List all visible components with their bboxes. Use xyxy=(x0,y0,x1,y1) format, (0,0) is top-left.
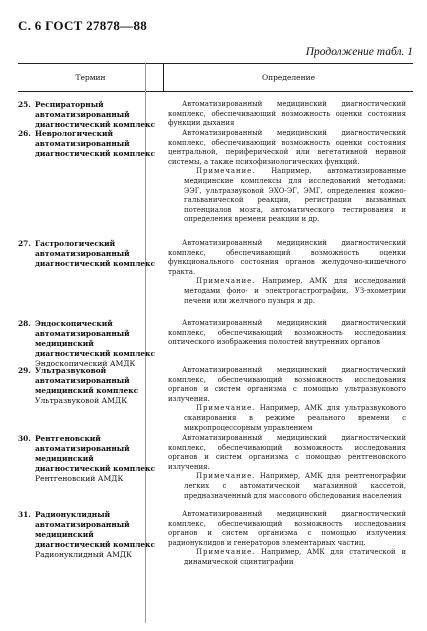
table-header-row xyxy=(18,64,413,92)
term-abbreviation: Эндоскопический АМДК xyxy=(35,359,136,368)
note-text: Например, АМК для статической и динамической сцинтиграфии xyxy=(184,548,406,566)
definition-cell xyxy=(168,319,406,348)
definition-text: Автоматизированный медицинский диагностический комплекс, обеспечивающий возможность оценки состояния функции дыхания xyxy=(168,100,406,128)
note-label: Примечание. xyxy=(196,404,256,413)
definition-text: Автоматизированный медицинский диагностический комплекс, обеспечивающий возможность оценки функционального состояния органов желудочно-кишечного тракта. xyxy=(168,239,406,276)
column-header-term: Термин xyxy=(18,64,164,91)
term-name-text: Ультразвуковой автоматизированный медицинский комплекс xyxy=(35,366,139,395)
note-text: Например, АМК для ультразвукового сканирования в режиме реального времени с микропроцессорным управлением xyxy=(184,404,406,432)
note-label: Примечание. xyxy=(196,472,256,481)
term-name xyxy=(35,366,168,406)
note-text: Например, АМК для исследований методами фоно- и электрогастрографии, УЗ-эхометрии печени или желчного пузыря и др. xyxy=(184,277,406,305)
term-number: 26. xyxy=(18,129,31,138)
term-number: 27. xyxy=(18,239,31,248)
column-header-definition: Определение xyxy=(261,73,316,82)
definition-note xyxy=(168,548,406,567)
term-name: Неврологический автоматизированный диагностический комплекс xyxy=(35,129,155,158)
term-name xyxy=(35,319,168,369)
definition-note xyxy=(168,404,406,433)
definition-cell xyxy=(168,366,406,433)
definition-note xyxy=(168,277,406,306)
definition-cell xyxy=(168,434,406,501)
definition-cell xyxy=(168,100,406,129)
definition-cell xyxy=(168,510,406,568)
definition-text: Автоматизированный медицинский диагностический комплекс, обеспечивающий возможность исследования органов и систем организма с помощью излучения радионуклидов и генераторов элементарных частиц. xyxy=(168,510,406,547)
definition-note xyxy=(168,167,406,225)
note-label: Примечание. xyxy=(196,167,256,176)
term-name: Гастрологический автоматизированный диагностический комплекс xyxy=(35,239,155,268)
page-reference: С. 6 ГОСТ 27878—88 xyxy=(18,18,148,33)
definition-text: Автоматизированный медицинский диагностический комплекс, обеспечивающий возможность исследования органов и систем организма с помощью ультразвукового излучения. xyxy=(168,366,406,403)
term-name-text: Рентгеновский автоматизированный медицинский диагностический комплекс xyxy=(35,434,155,473)
term-number: 31. xyxy=(18,510,31,519)
definition-text: Автоматизированный медицинский диагностический комплекс, обеспечивающий возможность оценки состояния центральной, периферической или вегетативной нервной системы, а также психофизиологических функций. xyxy=(168,129,406,166)
term-number: 30. xyxy=(18,434,31,443)
note-text: Например, АМК для рентгенографии легких с автоматической магазинной кассетой, предназначенный для массового обследования населения xyxy=(184,472,406,500)
term-name-text: Эндоскопический автоматизированный медицинский диагностический комплекс xyxy=(35,319,155,358)
term-number: 28. xyxy=(18,319,31,328)
terms-table xyxy=(18,63,413,92)
term-name xyxy=(35,434,168,484)
term-number: 29. xyxy=(18,366,31,375)
note-label: Примечание. xyxy=(196,277,256,286)
note-text: Например, автоматизированные медицинские комплексы для исследований методами: ЭЭГ, ультразвуковой ЭХО-ЭГ, ЭМГ, определения кожно-гальванической реакции, регистрации вызванных потенциалов мозга, автоматического тестирования и определения времени реакции и др. xyxy=(184,167,406,224)
definition-cell xyxy=(168,239,406,306)
term-name: Респираторный автоматизированный диагностический комплекс xyxy=(35,100,155,129)
term-number: 25. xyxy=(18,100,31,109)
page-header xyxy=(18,18,413,58)
table-continuation-label: Продолжение табл. 1 xyxy=(305,46,413,58)
definition-text: Автоматизированный медицинский диагностический комплекс, обеспечивающий возможность исследования органов и систем организма с помощью рентгеновского излучения. xyxy=(168,434,406,471)
term-abbreviation: Рентгеновский АМДК xyxy=(35,474,124,483)
definition-text: Автоматизированный медицинский диагностический комплекс, обеспечивающий возможность исследования оптического изображения полостей внутренних органов xyxy=(168,319,406,347)
term-abbreviation: Радионуклидный АМДК xyxy=(35,550,132,559)
definition-cell xyxy=(168,129,406,225)
definition-note xyxy=(168,472,406,501)
term-name xyxy=(35,510,168,560)
term-abbreviation: Ультразвуковой АМДК xyxy=(35,396,128,405)
note-label: Примечание. xyxy=(196,548,256,557)
term-name-text: Радионуклидный автоматизированный медицинский диагностический комплекс xyxy=(35,510,155,549)
